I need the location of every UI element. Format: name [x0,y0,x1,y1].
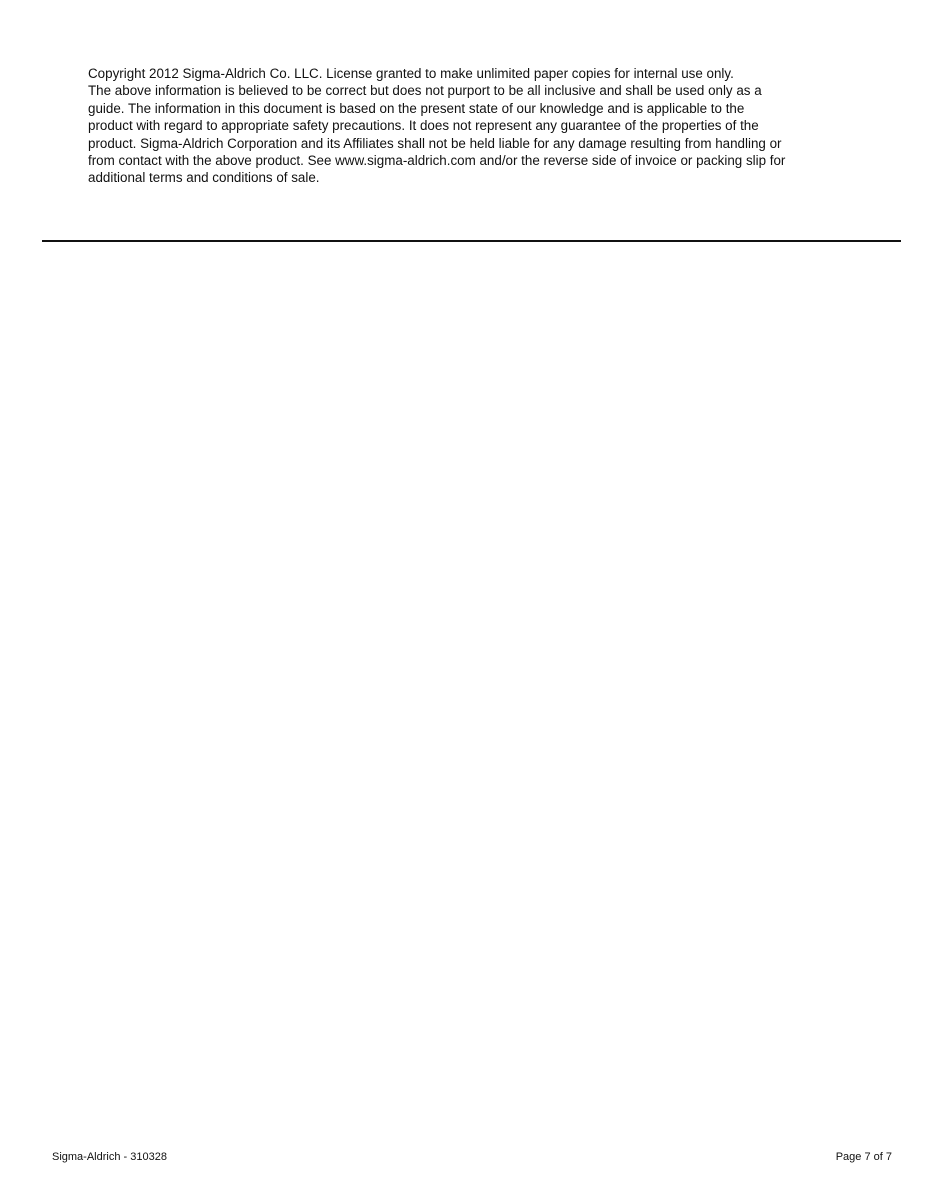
disclaimer-line: Copyright 2012 Sigma-Aldrich Co. LLC. License granted to make unlimited paper copies for internal use only. [88,66,734,81]
footer-page-number: Page 7 of 7 [835,1151,892,1163]
footer-product-id: Sigma-Aldrich - 310328 [52,1151,167,1163]
disclaimer-line: product with regard to appropriate safety precautions. It does not represent any guarantee of the properties of the [88,118,759,134]
disclaimer-line: guide. The information in this document is based on the present state of our knowledge and is applicable to the [88,100,745,116]
disclaimer-line: product. Sigma-Aldrich Corporation and its Affiliates shall not be held liable for any damage resulting from handling or [88,135,782,151]
disclaimer-line: additional terms and conditions of sale. [88,170,320,186]
disclaimer-line: from contact with the above product. See www.sigma-aldrich.com and/or the reverse side of invoice or packing slip for [88,153,786,169]
disclaimer-text [88,65,888,187]
section-divider [42,240,901,242]
disclaimer-line: The above information is believed to be correct but does not purport to be all inclusive and shall be used only as a [88,83,762,99]
